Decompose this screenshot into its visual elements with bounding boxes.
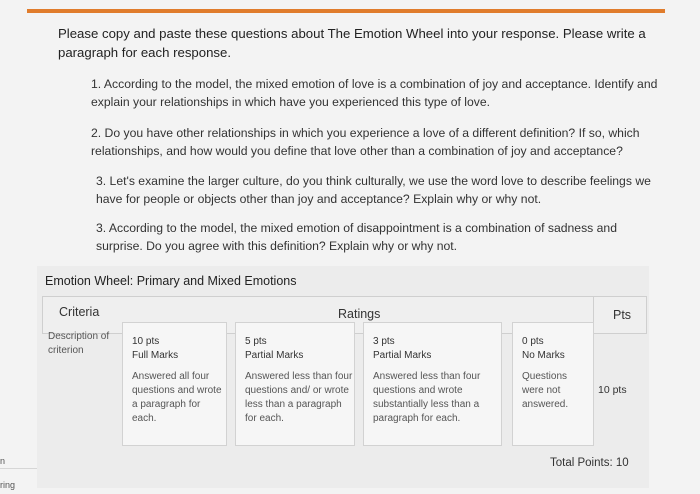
criterion-description: Description of criterion <box>48 331 110 356</box>
rubric-criterion-row <box>42 322 645 450</box>
rating-points: 5 pts <box>245 336 267 347</box>
rating-points: 10 pts <box>132 336 160 347</box>
question-3: 3. Let's examine the larger culture, do you think culturally, we use the word love to describe feelings we have for people or objects other than joy and acceptance? Explain why or why not. <box>96 174 651 206</box>
question-4: 3. According to the model, the mixed emotion of disappointment is a combination of sadness and surprise. Do you agree with this definition? Explain why or why not. <box>96 221 617 253</box>
rating-3 <box>363 322 502 446</box>
total-points: Total Points: 10 <box>550 457 629 469</box>
question-2: 2. Do you have other relationships in which you experience a love of a different definition? If so, which relationships, and how would you define that love other than a combination of joy and acceptance? <box>91 126 640 158</box>
rating-5 <box>235 322 355 446</box>
rating-description: Questions were not answered. <box>522 371 569 410</box>
rating-label: No Marks <box>522 350 565 361</box>
rating-description: Answered less than four questions and wrote substantially less than a paragraph for each. <box>373 371 481 424</box>
sidebar-divider <box>0 468 37 469</box>
criteria-header: Criteria <box>59 305 100 319</box>
criterion-points-cell <box>594 322 643 444</box>
header-divider <box>27 9 665 13</box>
instructions: Please copy and paste these questions about The Emotion Wheel into your response. Please write a paragraph for each response. <box>58 26 646 60</box>
question-1: 1. According to the model, the mixed emotion of love is a combination of joy and acceptance. Identify and explain your relationships in which have you experienced this type of love. <box>91 77 658 109</box>
rating-description: Answered all four questions and wrote a paragraph for each. <box>132 371 222 424</box>
sidebar-fragment: ring <box>0 480 16 490</box>
rating-0 <box>512 322 594 446</box>
rating-label: Partial Marks <box>245 350 304 361</box>
rating-points: 3 pts <box>373 336 395 347</box>
rating-description: Answered less than four questions and/ or wrote less than a paragraph for each. <box>245 371 353 424</box>
rating-10 <box>122 322 227 446</box>
rating-label: Full Marks <box>132 350 179 361</box>
rubric-table <box>37 266 649 488</box>
ratings-header: Ratings <box>338 307 381 321</box>
pts-header: Pts <box>613 308 632 322</box>
rubric-title: Emotion Wheel: Primary and Mixed Emotions <box>45 274 297 288</box>
rating-label: Partial Marks <box>373 350 432 361</box>
criterion-points: 10 pts <box>598 384 627 396</box>
rating-points: 0 pts <box>522 336 544 347</box>
sidebar-fragment: n <box>0 456 6 466</box>
